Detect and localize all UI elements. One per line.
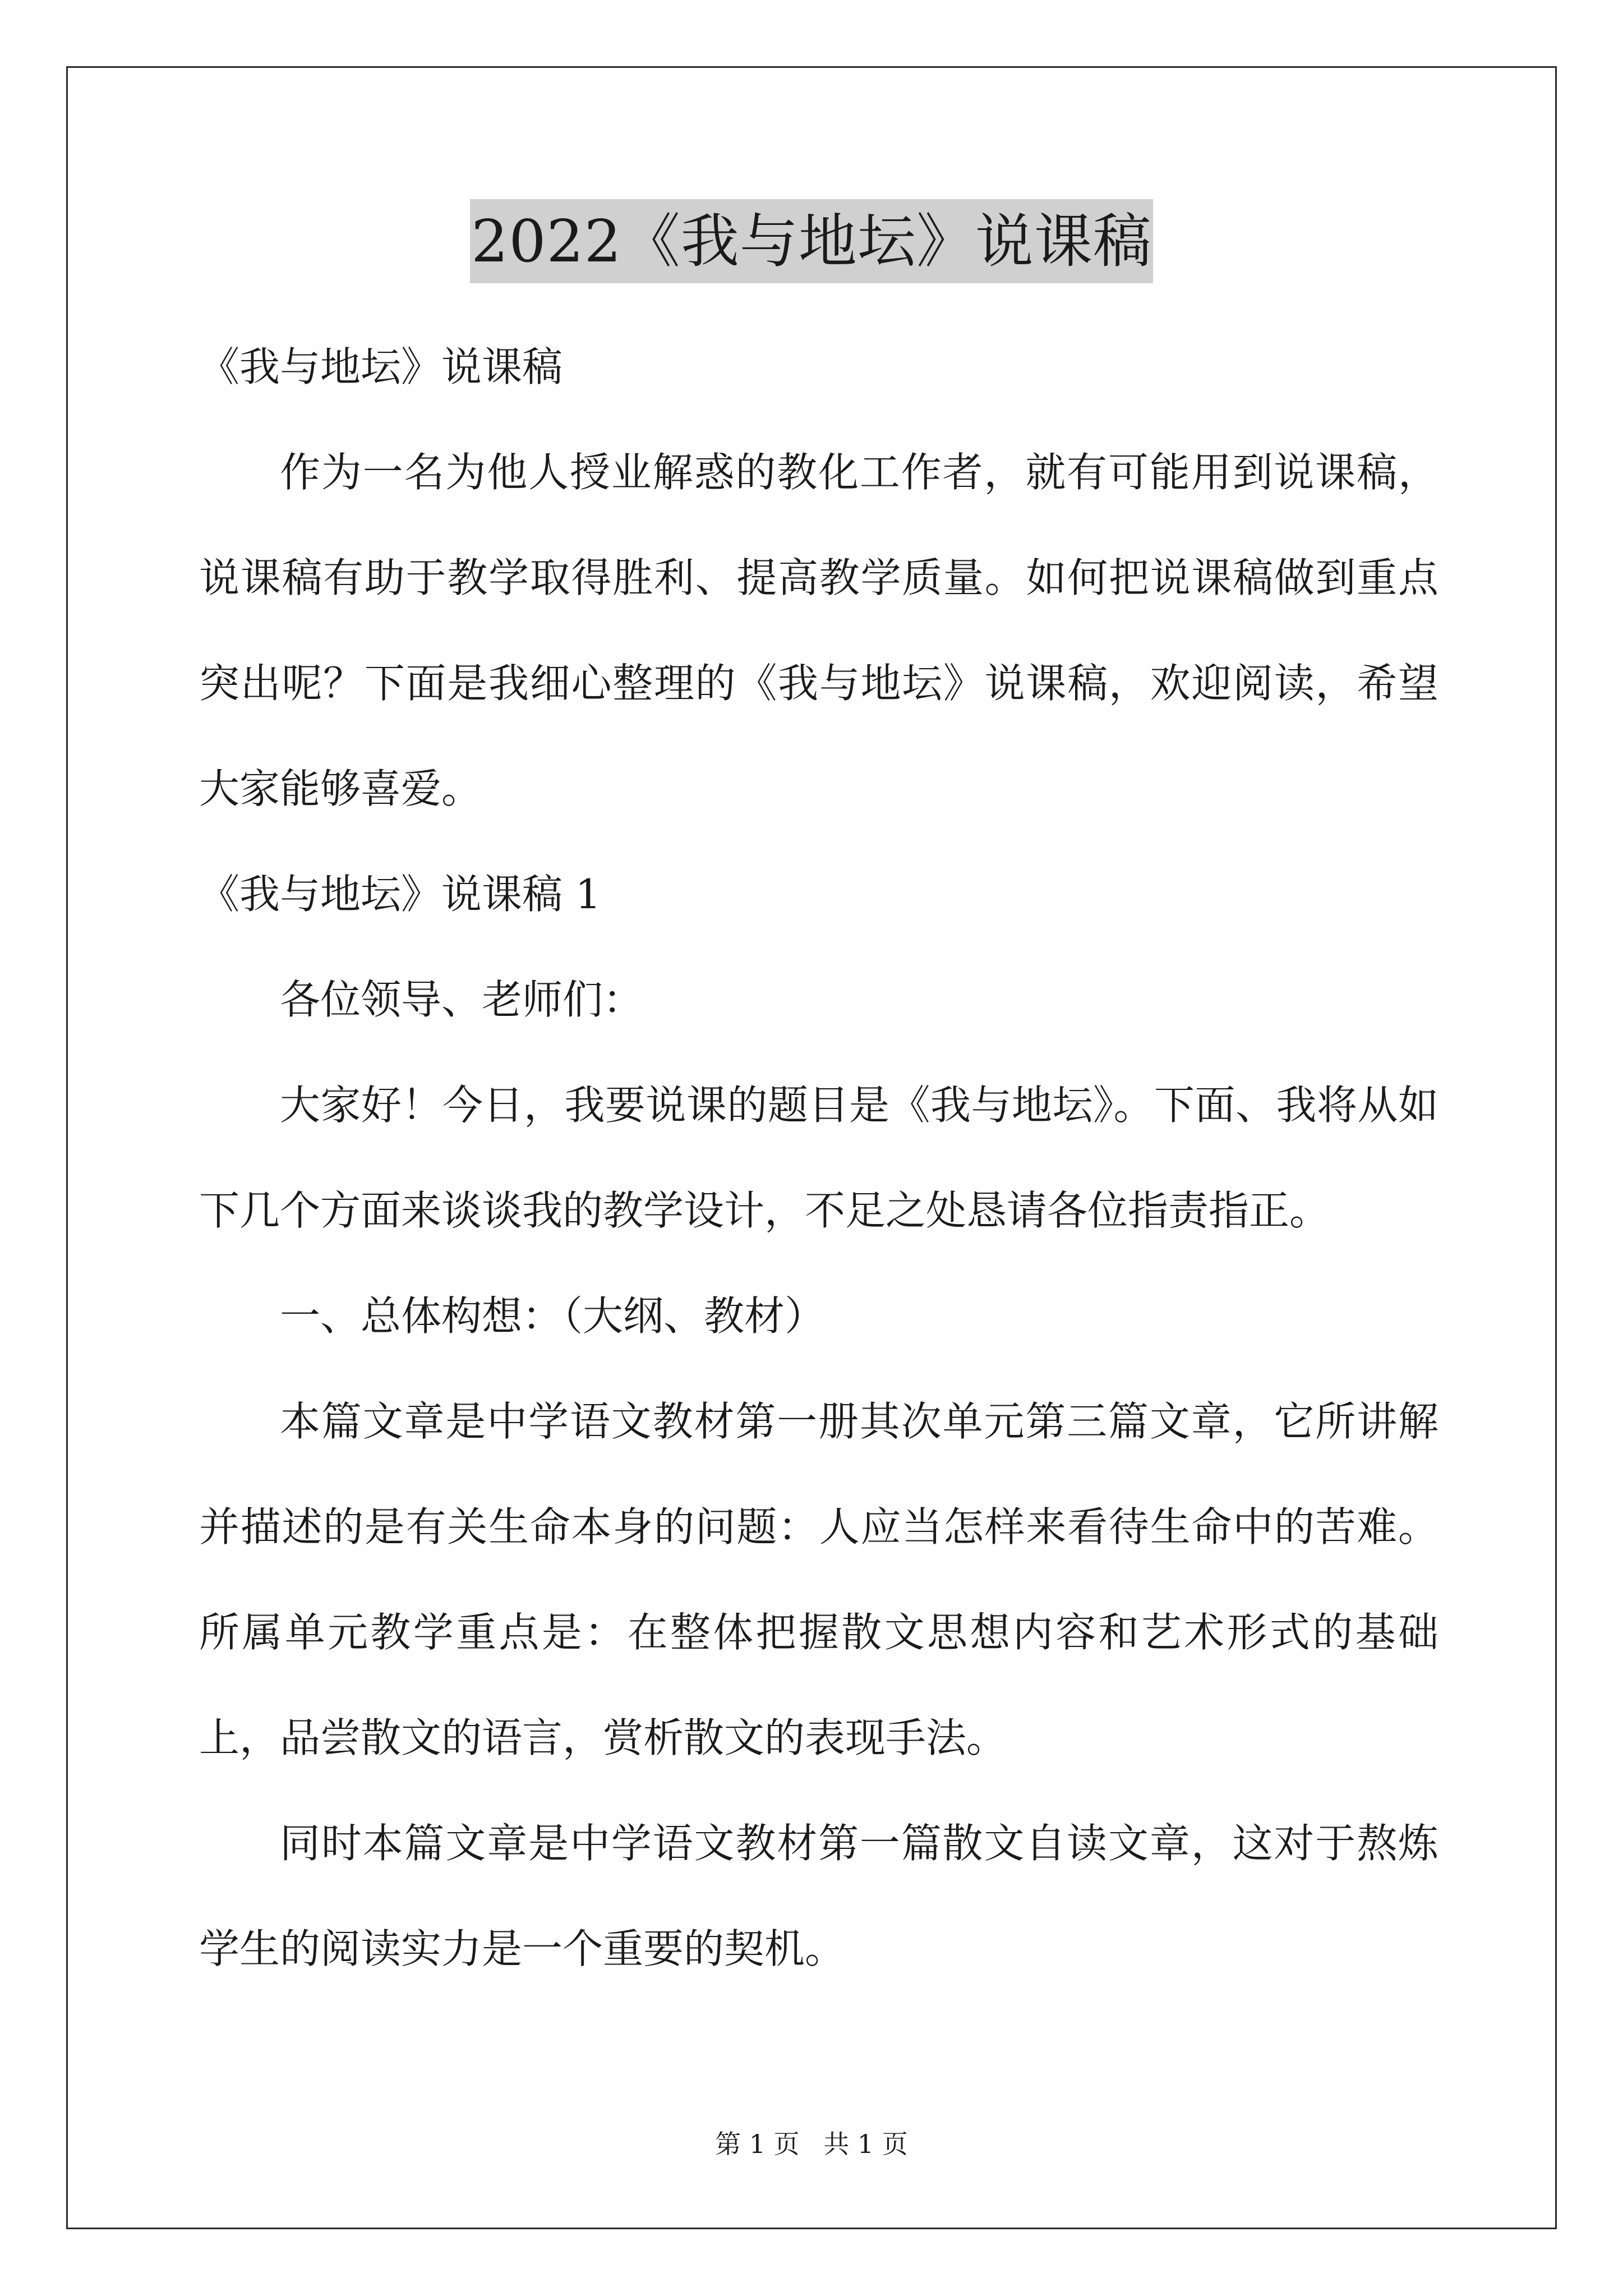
page-number-current: 第 1 页 — [715, 2129, 800, 2159]
page-number-total: 共 1 页 — [823, 2129, 908, 2159]
page-footer — [0, 2127, 1623, 2161]
paragraph: 一、总体构想：（大纲、教材） — [280, 1292, 826, 1340]
document-title: 2022《我与地坛》说课稿 — [470, 199, 1153, 283]
document-body — [199, 314, 1438, 2001]
paragraph: 本篇文章是中学语文教材第一册其次单元第三篇文章，它所讲解并描述的是有关生命本身的问题：人应当怎样来看待生命中的苦难。所属单元教学重点是：在整体把握散文思想内容和艺术形式的基础上，品尝散文的语言，赏析散文的表现手法。 — [199, 1398, 1438, 1761]
paragraph: 作为一名为他人授业解惑的教化工作者，就有可能用到说课稿，说课稿有助于教学取得胜利、提高教学质量。如何把说课稿做到重点突出呢？下面是我细心整理的《我与地坛》说课稿，欢迎阅读，希望大家能够喜爱。 — [199, 449, 1438, 812]
paragraph: 大家好！今日，我要说课的题目是《我与地坛》。下面、我将从如下几个方面来谈谈我的教学设计，不足之处恳请各位指责指正。 — [199, 1082, 1438, 1234]
paragraph: 《我与地坛》说课稿 — [199, 343, 563, 390]
paragraph: 《我与地坛》说课稿 1 — [199, 871, 601, 918]
paragraph: 同时本篇文章是中学语文教材第一篇散文自读文章，这对于熬炼学生的阅读实力是一个重要的契机。 — [199, 1820, 1438, 1972]
paragraph: 各位领导、老师们： — [280, 976, 644, 1023]
title-container — [0, 199, 1623, 283]
